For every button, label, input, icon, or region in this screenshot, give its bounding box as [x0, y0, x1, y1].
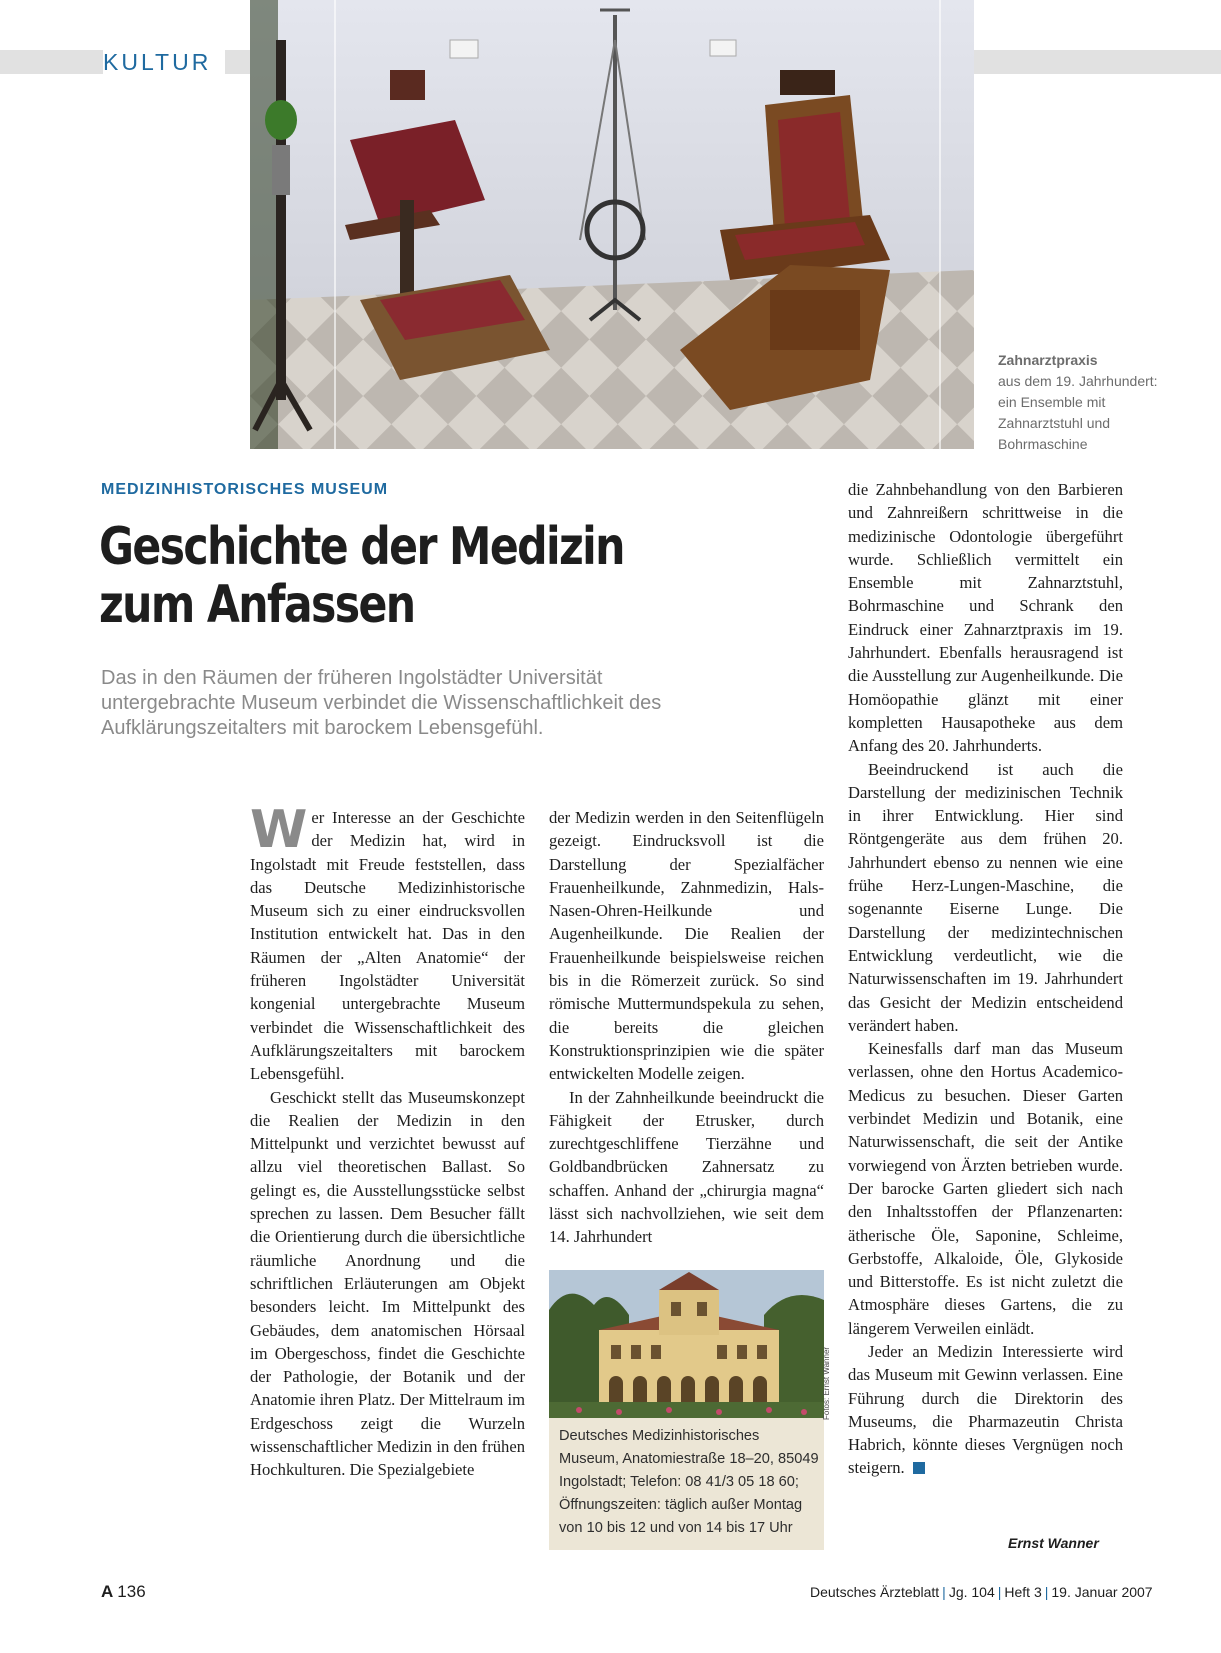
- journal-footer: Deutsches Ärzteblatt | Jg. 104 | Heft 3 | 19. Januar 2007: [810, 1584, 1153, 1600]
- section-label: KULTUR: [103, 48, 225, 76]
- paragraph-3-part-a: In der Zahnheilkunde beeindruckt die Fähigkeit der Etrusker, durch zurechtgeschliffene Tierzähne und Goldbandbrücken Zahnersatz zu schaffen. Anhand der „chirurgia magna“ lässt sich nachvollziehen, wie seit dem 14. Jahrhundert: [549, 1087, 824, 1247]
- journal-date: 19. Januar 2007: [1051, 1584, 1153, 1600]
- article-column-2: [549, 806, 824, 1249]
- article-title-line-1: Geschichte der Medizin: [99, 517, 624, 577]
- paragraph-2-part-b: der Medizin werden in den Seitenflügeln gezeigt. Eindrucksvoll ist die Darstellung der Spezialfächer Frauenheilkunde, Zahnmedizin, Hals-Nasen-Ohren-Heilkunde und Augenheilkunde. Die Realien der Frauenheilkunde beispielsweise reichen bis in die Römerzeit zurück. So sind römische Muttermundspekula zu sehen, die bereits die gleichen Konstruktionsprinzipien wie die später entwickelten Modelle zeigen.: [549, 808, 824, 1084]
- article-title: [99, 518, 689, 634]
- journal-issue: Heft 3: [1004, 1584, 1042, 1600]
- article-paragraph-2: [250, 1086, 525, 1482]
- article-author: Ernst Wanner: [1008, 1535, 1099, 1551]
- hero-caption: [998, 350, 1178, 455]
- journal-volume: Jg. 104: [948, 1584, 995, 1600]
- article-paragraph-1: Wer Interesse an der Geschichte der Medizin hat, wird in Ingolstadt mit Freude feststellen, dass das Deutsche Medizinhistorische Museum sich zu einer eindrucksvollen Institution entwickelt hat. Das in den Räumen der „Alten Anatomie“ der früheren Ingolstädter Universität kongenial untergebrachte Museum verbindet die Wissenschaftlichkeit des Aufklärungszeitalters mit barockem Lebensgefühl.: [250, 800, 525, 1084]
- article-kicker: MEDIZINHISTORISCHES MUSEUM: [101, 481, 389, 498]
- hero-photo-dental-chairs: [250, 0, 974, 449]
- drop-cap: W: [250, 800, 308, 860]
- article-end-mark: [913, 1462, 925, 1474]
- hero-caption-title: Zahnarztpraxis: [998, 352, 1098, 368]
- paragraph-3-part-b: die Zahnbehandlung von den Barbieren und Zahnreißern schrittweise in die medizinische Odontologie übergeführt wurde. Schließlich vermittelt ein Ensemble mit Zahnarztstuhl, Bohrmaschine und Schrank den Eindruck einer Zahnarztpraxis im 19. Jahrhundert. Ebenfalls herausragend ist die Ausstellung zur Augenheilkunde. Die Homöopathie glänzt mit einer kompletten Hausapotheke aus dem Anfang des 20. Jahrhunderts.: [848, 480, 1123, 756]
- article-paragraph-5: Keinesfalls darf man das Museum verlassen, ohne den Hortus Academico-Medicus zu besuchen. Dieser Garten verbindet Medizin und Botanik, eine Naturwissenschaft, die seit der Antike vorwiegend von Ärzten betrieben wurde. Der barocke Garten gliedert sich nach den Inhaltsstoffen der Pflanzenarten: ätherische Öle, Saponine, Schleime, Gerbstoffe, Alkaloide, Öle, Glykoside und Bitterstoffe. Es ist nicht zuletzt die Atmosphäre dieses Gartens, die zu längerem Verweilen einlädt.: [848, 1039, 1123, 1338]
- museum-info-text: Deutsches Medizinhistorisches Museum, Anatomiestraße 18–20, 85049 Ingolstadt; Telefon: 08 41/3 05 18 60; Öffnungszeiten: täglich außer Montag von 10 bis 12 und von 14 bis 17 Uhr: [559, 1428, 819, 1536]
- article-paragraph-3-continued: [848, 478, 1123, 758]
- museum-info-box: [549, 1270, 824, 1550]
- article-column-3: [848, 478, 1123, 1480]
- article-column-1: [250, 800, 525, 1482]
- journal-name: Deutsches Ärzteblatt: [810, 1584, 940, 1600]
- museum-building-photo: [549, 1270, 824, 1418]
- photo-credit: Fotos: Ernst Wanner: [822, 1346, 831, 1420]
- article-paragraph-6: Jeder an Medizin Interessierte wird das Museum mit Gewinn verlassen. Eine Führung durch die Direktorin des Museums, die Pharmazeutin Christa Habrich, könnte dieses Vergnügen noch steigern.: [848, 1341, 1123, 1478]
- article-paragraph-3: [549, 1086, 824, 1249]
- article-standfirst: Das in den Räumen der früheren Ingolstädter Universität untergebrachte Museum verbindet die Wissenschaftlichkeit des Aufklärungszeitalters mit barockem Lebensgefühl.: [101, 667, 662, 739]
- page-number: A 136: [101, 1582, 146, 1601]
- article-title-line-2: zum Anfassen: [99, 575, 415, 635]
- article-paragraph-4: Beeindruckend ist auch die Darstellung der medizinischen Technik in ihrer Entwicklung. Hier sind Röntgengeräte aus dem frühen 20. Jahrhundert ebenso zu nennen wie eine frühe Herz-Lungen-Maschine, die sogenannte Eiserne Lunge. Die Darstellung der medizintechnischen Entwicklung verdeutlicht, wie die Naturwissenschaften im 19. Jahrhundert das Gesicht der Medizin entscheidend verändert haben.: [848, 759, 1123, 1035]
- article-paragraph-2-continued: [549, 806, 824, 1086]
- hero-caption-text: aus dem 19. Jahrhundert: ein Ensemble mit Zahnarztstuhl und Bohrmaschine: [998, 373, 1158, 452]
- paragraph-2-part-a: Geschickt stellt das Museumskonzept die Realien der Medizin in den Mittelpunkt und verzichtet bewusst auf allzu viel theoretischen Ballast. So gelingt es, die Ausstellungsstücke selbst sprechen zu lassen. Dem Besucher fällt die Orientierung durch die übersichtliche räumliche Anordnung und die schriftlichen Erläuterungen am Objekt besonders leicht. Im Mittelpunkt des Gebäudes, dem anatomischen Hörsaal im Obergeschoss, findet die Geschichte der Pathologie, der Botanik und der Anatomie ihren Platz. Der Mittelraum im Erdgeschoss zeigt die Wurzeln wissenschaftlicher Medizin in den frühen Hochkulturen. Die Spezialgebiete: [250, 1087, 525, 1480]
